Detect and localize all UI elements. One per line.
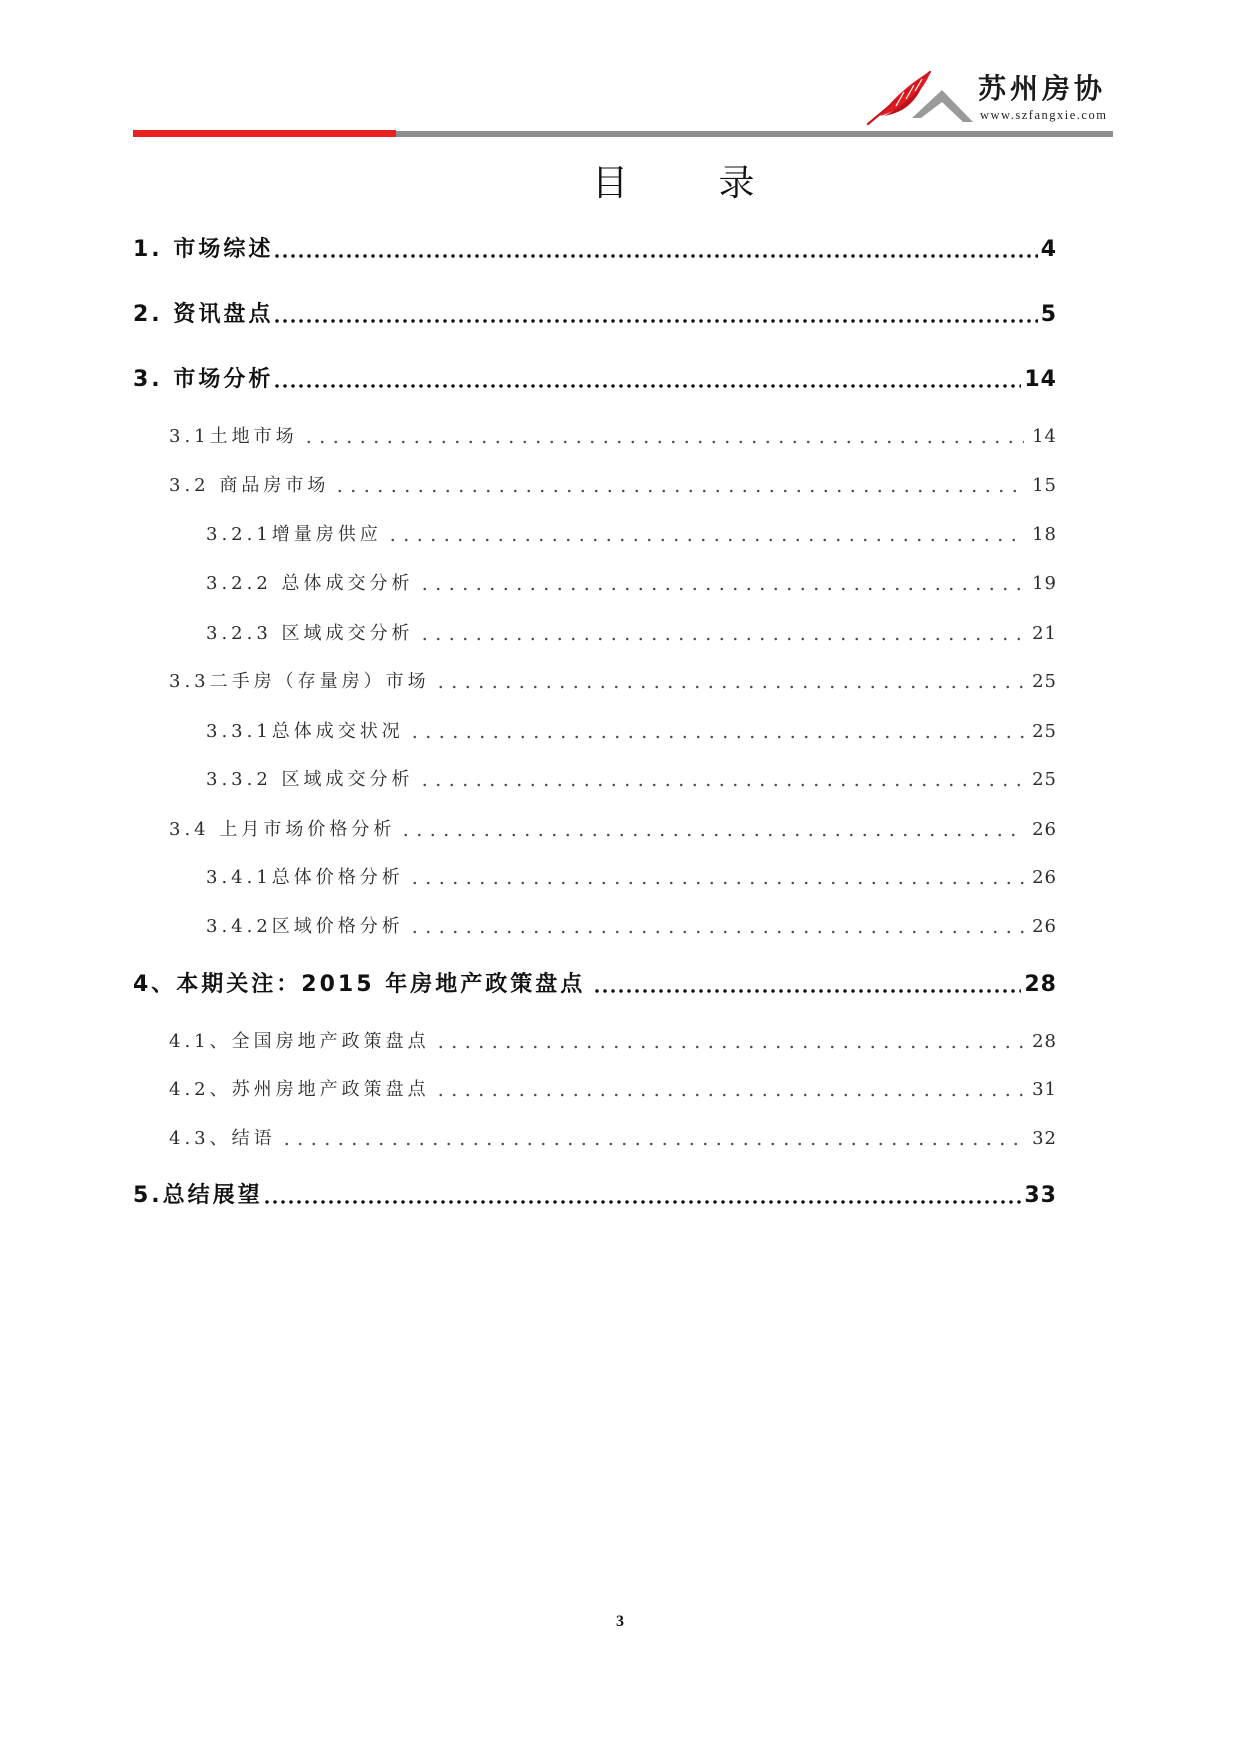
toc-leader-dots [273,365,1021,395]
toc-subsubentry[interactable] [206,719,1057,745]
toc-entry-page: 31 [1032,1079,1057,1100]
toc-entry-page: 19 [1032,573,1057,594]
toc-entry-page: 26 [1032,867,1057,888]
toc-entry[interactable] [133,970,1057,1000]
toc-leader-dots [399,817,1024,843]
toc-leader-dots [280,1126,1024,1152]
header-rule-red [133,130,396,137]
house-roof-icon [912,90,973,122]
toc-leader-dots [263,1181,1022,1211]
toc-entry-title: 3.2.2 总体成交分析 [206,573,414,594]
toc-leader-dots [408,914,1024,940]
toc-leader-dots [408,865,1024,891]
toc-entry-title: 3. 市场分析 [133,367,274,392]
toc-entry-title: 4.2、苏州房地产政策盘点 [169,1079,430,1100]
toc-entry[interactable] [133,300,1057,330]
toc-subsubentry[interactable] [206,865,1057,891]
toc-entry-title: 3.2.3 区域成交分析 [206,623,414,644]
toc-leader-dots [418,767,1025,793]
toc-entry-title: 4、本期关注：2015 年房地产政策盘点 [133,972,586,997]
toc-subentry[interactable] [169,1126,1057,1152]
toc-entry-title: 3.3二手房（存量房）市场 [169,671,430,692]
toc-entry-title: 5.总结展望 [133,1183,263,1208]
toc-subentry[interactable] [169,817,1057,843]
toc-subsubentry[interactable] [206,621,1057,647]
toc-entry-page: 26 [1032,916,1057,937]
toc-subentry[interactable] [169,1077,1057,1103]
toc-entry-title: 3.4.1总体价格分析 [206,867,404,888]
toc-subentry[interactable] [169,669,1057,695]
toc-entry-page: 14 [1032,426,1057,447]
toc-entry-page: 25 [1032,671,1057,692]
toc-leader-dots [418,571,1025,597]
toc-leader-dots [593,970,1021,1000]
toc-entry[interactable] [133,1181,1057,1211]
toc-entry-title: 3.4 上月市场价格分析 [169,819,396,840]
toc-entry-page: 15 [1032,475,1057,496]
quill-house-logo-icon [860,66,980,130]
toc-leader-dots [273,300,1037,330]
page-title: 目 录 [592,163,755,204]
toc-entry-title: 3.2 商品房市场 [169,475,330,496]
toc-entry-page: 28 [1024,972,1057,997]
website-url: www.szfangxie.com [980,108,1108,122]
toc-subentry[interactable] [169,1029,1057,1055]
toc-entry[interactable] [133,235,1057,265]
toc-leader-dots [408,719,1024,745]
toc-leader-dots [434,669,1024,695]
toc-leader-dots [434,1077,1024,1103]
toc-entry-title: 4.1、全国房地产政策盘点 [169,1031,430,1052]
toc-leader-dots [434,1029,1024,1055]
toc-entry-page: 5 [1040,302,1057,327]
logo [860,66,980,130]
toc-entry-page: 18 [1032,524,1057,545]
toc-entry-page: 14 [1024,367,1057,392]
toc-subsubentry[interactable] [206,522,1057,548]
toc-entry-title: 4.3、结语 [169,1128,276,1149]
toc-entry-page: 4 [1040,237,1057,262]
toc-leader-dots [386,522,1024,548]
toc-leader-dots [418,621,1025,647]
toc-leader-dots [333,473,1024,499]
toc-entry-page: 25 [1032,721,1057,742]
toc-entry-title: 3.4.2区域价格分析 [206,916,404,937]
header-rule-gray [396,131,1113,137]
toc-subsubentry[interactable] [206,767,1057,793]
toc-subentry[interactable] [169,473,1057,499]
toc-entry-page: 26 [1032,819,1057,840]
toc-entry-title: 3.1土地市场 [169,426,298,447]
page-number: 3 [616,1613,624,1630]
toc-entry-page: 28 [1032,1031,1057,1052]
toc-entry-page: 33 [1024,1183,1057,1208]
toc-subentry[interactable] [169,424,1057,450]
toc-entry-title: 3.3.2 区域成交分析 [206,769,414,790]
toc-entry-title: 1. 市场综述 [133,237,274,262]
toc-entry-page: 32 [1032,1128,1057,1149]
toc-subsubentry[interactable] [206,914,1057,940]
toc-entry[interactable] [133,365,1057,395]
toc-subsubentry[interactable] [206,571,1057,597]
toc-entry-title: 3.2.1增量房供应 [206,524,382,545]
toc-entry-title: 3.3.1总体成交状况 [206,721,404,742]
toc-entry-page: 25 [1032,769,1057,790]
toc-entry-title: 2. 资讯盘点 [133,302,274,327]
toc-leader-dots [302,424,1024,450]
toc-entry-page: 21 [1032,623,1057,644]
organization-name: 苏州房协 [978,72,1107,105]
toc-leader-dots [273,235,1037,265]
